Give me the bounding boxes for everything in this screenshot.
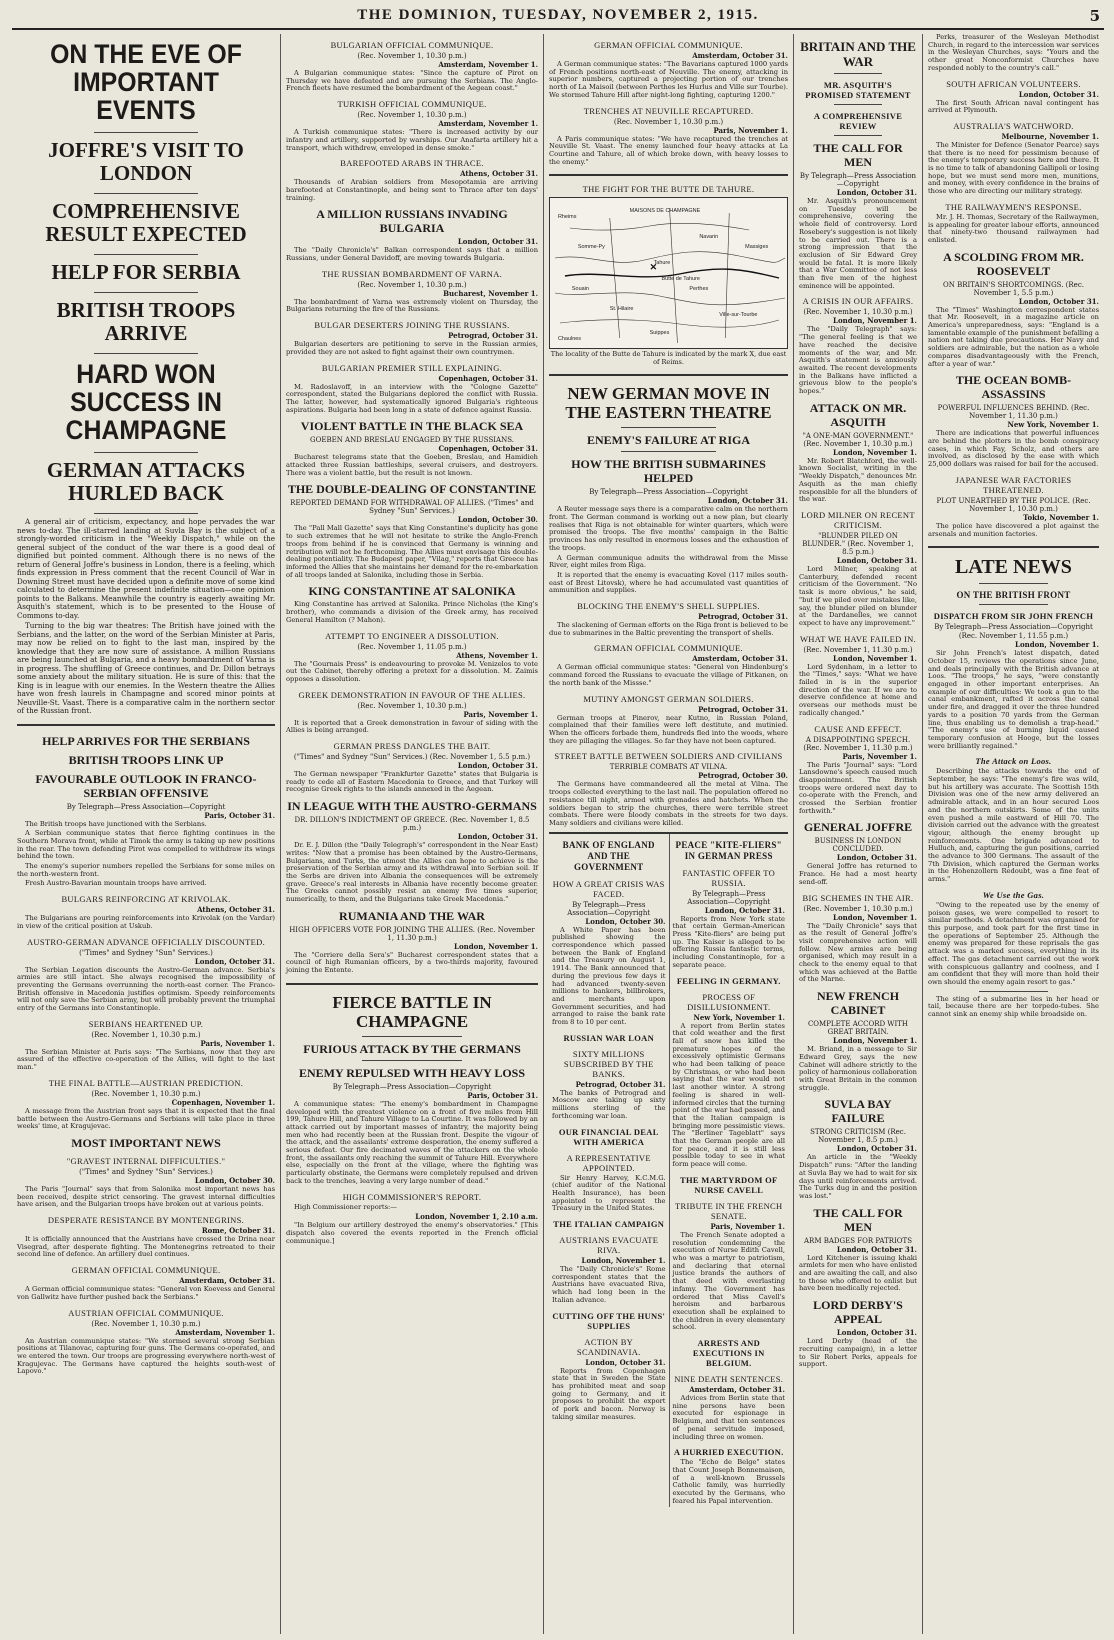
article-paragraph: The sting of a submarine lies in her head or tail, because there are her torpedo-tubes. She cannot sink an enemy ship while broadside on. — [928, 994, 1099, 1019]
section-heading: AUSTRIAN OFFICIAL COMMUNIQUE. — [68, 1307, 224, 1318]
article-paragraph: Turning to the big war theatres: The British have joined with the Serbians, and the latter, on the word of the Serbian Minister at Paris, may now be relied on to fight to the last man, inspired by the knowledge that they are now sure of assistance. A million Russians are being launched at Bulgaria, and a heavy bombardment of Varna is in progress. The shuffling of Greece continues, and Dr. Dillon betrays some anxiety about the military situation. He is sure of this: that the King is in league with our enemies. In the Western theatre the Allies have won fresh laurels in Champagne and scored minor points at Neuville-St. Vaast. There is a comparative calm in the northern sector of the Russian front. — [17, 621, 275, 715]
dateline: London, November 1. — [454, 941, 538, 951]
article-paragraph: Perks, treasurer of the Wesleyan Methodist Church, in regard to the intercession war services in the Wesleyan Churches, says: "Yours and the other great Nonconformist Churches have responded nobly to the country's call." — [928, 34, 1099, 72]
section-heading: RUSSIAN WAR LOAN — [563, 1032, 655, 1043]
section-heading: GREEK DEMONSTRATION IN FAVOUR OF THE ALLIES. — [298, 689, 526, 700]
dateline: Amsterdam, October 31. — [692, 654, 788, 664]
section-heading: A CRISIS IN OUR AFFAIRS. — [802, 296, 914, 307]
section-heading: IN LEAGUE WITH THE AUSTRO-GERMANS — [287, 799, 537, 814]
section-heading: THE DOUBLE-DEALING OF CONSTANTINE — [287, 482, 537, 497]
subheadline: DISPATCH FROM SIR JOHN FRENCH — [933, 611, 1094, 622]
subheadline: BRITISH TROOPS LINK UP — [68, 752, 224, 767]
article-paragraph: A general air of criticism, expectancy, and hope pervades the war news to-day. The ill-starred landing at Suvla Bay is the subject of a strongly-worded criticism in the "Weekly Dispatch," while on the general subject of the conduct of the war there is a good deal of dignified but pointed comment. Although there is no news of the return of General Joffre's business in London, there is a feeling, which finds expression in Press comment that the recent Council of War in Downing Street must have decided upon a definite move of some kind calculated to determine the present indefinite situation—one opinion points to the Balkans. Meanwhile the country is eagerly awaiting Mr. Asquith's statement, which is to be presented to the House of Commons to-day. — [17, 517, 275, 620]
dateline: London, October 31. — [1018, 89, 1099, 99]
dateline: Athens, October 31. — [197, 905, 275, 915]
source-note: "A ONE-MAN GOVERNMENT." (Rec. November 1, 10.30 p.m.) — [802, 431, 914, 448]
article-paragraph: The Bulgarians are pouring reinforcements into Krivolak (on the Vardar) in view of the critical position at Uskub. — [17, 914, 275, 930]
map-graphic — [550, 198, 787, 348]
dateline: London, November 1. — [1015, 640, 1099, 650]
section-heading: SOUTH AFRICAN VOLUNTEERS. — [946, 78, 1081, 89]
article-paragraph: The British troops have junctioned with the Serbians. — [25, 819, 207, 828]
article-paragraph: It is reported that a Greek demonstration in favour of siding with the Allies is being arranged. — [286, 718, 538, 735]
section-heading: We Use the Gas. — [982, 889, 1045, 900]
dateline: Amsterdam, November 1. — [175, 1327, 275, 1337]
source-note: (Rec. November 1, 11.55 p.m.) — [958, 632, 1069, 641]
article-paragraph: Thousands of Arabian soldiers from Mesopotamia are arriving barefooted at Constantinople, and being sent to Thrace after ten days' training. — [286, 178, 538, 202]
article-paragraph: The enemy's superior numbers repelled the Serbians for some miles on the north-western front. — [17, 862, 275, 878]
section-heading: BULGAR DESERTERS JOINING THE RUSSIANS. — [314, 320, 510, 331]
article-paragraph: Bulgarian deserters are petitioning to serve in the Russian armies, provided they are not asked to fight against their own countrymen. — [286, 340, 538, 356]
map-label: Perthes — [689, 286, 709, 293]
section-heading: CAUSE AND EFFECT. — [814, 723, 902, 734]
subheadline: FURIOUS ATTACK BY THE GERMANS — [303, 1041, 521, 1056]
sub-column-left — [549, 834, 669, 1508]
subheadline: NINE DEATH SENTENCES. — [674, 1374, 784, 1385]
dateline: Athens, November 1. — [456, 650, 538, 660]
source-note: PLOT UNEARTHED BY THE POLICE. (Rec. November 1, 10.30 p.m.) — [936, 496, 1091, 513]
map-label: Chaulnes — [557, 336, 582, 343]
page-number: 5 — [1089, 7, 1100, 25]
dateline: Paris, October 31. — [467, 1090, 538, 1100]
source-note: (Rec. November 1, 10.30 p.m.) — [91, 1089, 201, 1098]
column-1 — [12, 34, 280, 1634]
dateline: Copenhagen, November 1. — [171, 1097, 275, 1107]
headline: JOFFRE'S VISIT TO LONDON — [48, 138, 244, 185]
article-paragraph: The German newspaper "Frankfurter Gazette" states that Bulgaria is ready to cede all of Eastern Macedonia to Greece, and that Turkey will recognise Greek rights to the islands annexed in the Aegean. — [286, 770, 538, 794]
dateline: Paris, November 1. — [463, 709, 538, 719]
article-paragraph: There are indications that powerful influences are behind the plotters in the bomb conspiracy cases, in which Fay, Scholz, and others are involved, as disclosed by the ease with which 25,000 dollars was raised for bail for the accused. — [928, 429, 1099, 469]
section-heading: LORD MILNER ON RECENT CRITICISM. — [801, 509, 915, 530]
article-paragraph: The "Gournais Press" is endeavouring to provoke M. Venizelos to vote out the Cabinet, thereby offering a pretext for a dissolution. M. Zaimis opposes a dissolution. — [286, 659, 538, 683]
dateline: Petrograd, October 31. — [448, 331, 538, 341]
section-heading: BIG SCHEMES IN THE AIR. — [802, 892, 914, 903]
section-heading: BULGARIAN PREMIER STILL EXPLAINING. — [321, 362, 503, 373]
source-note: (Rec. November 1, 10.30 p.m.) — [357, 111, 467, 120]
article-paragraph: "Owing to the repeated use by the enemy of poison gases, we were compelled to resort to similar methods. A detachment was organised for this purpose, and took part for the first time in the operations of September 25. Although the enemy was prepared for these reprisals the gas attack was a marked success, everything in its effect. The gas detachment carried out the work with conspicuous gallantry and coolness, and I am confident that they will more than hold their own should the enemy again resort to gas." — [928, 900, 1099, 986]
dateline: London, November 1. — [833, 653, 917, 663]
dateline: London, October 31. — [194, 956, 275, 966]
sub-column-right — [669, 834, 789, 1508]
article-paragraph: It is officially announced that the Austrians have crossed the Drina near Visegrad, after desperate fighting. The Montenegrins retreated to their second line of defence. An artillery duel continues. — [17, 1235, 275, 1259]
section-heading: SERBIANS HEARTENED UP. — [88, 1018, 204, 1029]
dateline: Bucharest, November 1. — [443, 288, 538, 298]
article-paragraph: It is reported that the enemy is evacuating Kovel (117 miles south-east of Brest Litovsk), where he had accumulated vast quantities of ammunition and supplies. — [549, 570, 788, 595]
section-heading: KING CONSTANTINE AT SALONIKA — [308, 584, 516, 599]
source-note: POWERFUL INFLUENCES BEHIND. (Rec. November 1, 11.30 p.m.) — [937, 404, 1090, 421]
article-paragraph: The Germans have commandeered all the metal at Vilna. The troops collected everything to the last nail. The population offered no resistance till night, armed with grenades and hatchets. When the soldiers began to strip the churches, there were terrible street combats. There were bloody combats in the streets for two days. Many soldiers and civilians were killed. — [549, 780, 788, 827]
map-label: Massiges — [745, 244, 769, 251]
dateline: Amsterdam, October 31. — [692, 51, 788, 60]
source-note: (Rec. November 1, 11.30 p.m.) — [803, 645, 913, 654]
headline: COMPREHENSIVE RESULT EXPECTED — [45, 199, 247, 246]
byline: By Telegraph—Press Association—Copyright — [589, 488, 748, 497]
section-heading: THE MARTYRDOM OF NURSE CAVELL — [679, 1174, 778, 1195]
dateline: Paris, November 1. — [842, 751, 917, 761]
dateline: London, October 31. — [836, 1328, 917, 1338]
article-paragraph: General Joffre has returned to France. He had a most hearty send-off. — [799, 862, 917, 886]
dateline: Amsterdam, October 31. — [689, 1385, 785, 1395]
headline: ON THE EVE OF IMPORTANT EVENTS — [50, 39, 242, 125]
headline: NEW GERMAN MOVE IN THE EASTERN THEATRE — [565, 384, 772, 423]
source-note: ("Times" and Sydney "Sun" Services.) (Rec. November 1, 5.5 p.m.) — [293, 753, 531, 762]
source-note: (Rec. November 1, 10.30 p.m.) — [803, 308, 913, 317]
section-heading: TURKISH OFFICIAL COMMUNIQUE. — [337, 99, 487, 110]
dateline: London, October 31. — [457, 761, 538, 771]
section-heading: LORD DERBY'S APPEAL — [813, 1298, 903, 1327]
battle-map — [549, 197, 788, 349]
article-paragraph: Advices from Berlin state that nine persons have been executed for espionage in Belgium, and that ten sentences of penal servitude imposed, including three on women. — [672, 1394, 785, 1441]
article-paragraph: The "Times" Washington correspondent states that Mr. Roosevelt, in a magazine article on America's unpreparedness, says: "England is a lamentable example of the punishment befalling a nation not taking due precautions. Her Navy and soldiers are admirable, but the nation as a whole compares disadvantageously with the French, after a year of war." — [928, 305, 1099, 368]
map-label: Navarin — [699, 234, 719, 241]
article-paragraph: A Bulgarian communique states: "Since the capture of Pirot on Thursday we have defeated and are pursuing the Serbians. The Anglo-French fleets have resumed the bombardment of the Aegean coast." — [286, 69, 538, 93]
masthead-title: THE DOMINION, TUESDAY, NOVEMBER 2, 1915. — [357, 7, 759, 23]
article-paragraph: A Serbian communique states that fierce fighting continues in the Southern Morava front, while at Timok the army is taking up new positions in the rear. The town defending Pirot was compelled to withdraw its wings behind the town. — [17, 829, 275, 861]
source-note: DR. DILLON'S INDICTMENT OF GREECE. (Rec. November 1, 8.5 p.m.) — [294, 816, 530, 833]
article-paragraph: The Serbian Legation discounts the Austro-German advance. Serbia's armies are still intact. She always recognised the impossibility of preventing the Germans overrunning the north-east corner. The Franco-British offensive in Macedonia justifies optimism. Speedy reinforcements will not only save the Serbian army, but will probably prevent the triumphal entry of the Germans into Constantinople. — [17, 965, 275, 1013]
section-heading: MUTINY AMONGST GERMAN SOLDIERS. — [583, 693, 754, 704]
article-paragraph: A communique states: "The enemy's bombardment in Champagne developed with the greatest violence on a front of five miles from Hill 199, Tahure Hill, and Tahure Village to La Courtine. It was followed by an attack carried out by important masses of infantry, the majority being men who had recently been at the Russian front. Despite the vigour of the attack, and the assailants' extreme desperation, the enemy suffered a serious defeat. Our fire decimated waves of the attackers on the whole front, the assailants only reaching the summit of Tahure Hill. Everywhere else, especially on the front at the village, where the fighting was particularly obstinate, the Germans were completely repulsed and driven back to the trenches, leaving a very large number of dead." — [286, 1099, 538, 1185]
headline: MOST IMPORTANT NEWS — [71, 1135, 221, 1150]
column-3 — [543, 34, 793, 1634]
section-heading: BULGARIAN OFFICIAL COMMUNIQUE. — [330, 40, 494, 50]
section-heading: CUTTING OFF THE HUNS' SUPPLIES — [552, 1310, 666, 1331]
map-label: Suippes — [649, 330, 670, 337]
dateline: London, November 1. — [581, 1256, 666, 1266]
article-paragraph: Sir John French's latest dispatch, dated October 15, reviews the operations since June, and deals principally with the British advance at Loos. "The troops," he says, "were constantly engaged in other important enterprises. An example of our difficulties: We took a gun to the canal embankment, rafted it across the canal under fire, and dragged it over the three hundred yards to a position 70 yards from the German line, thus enabling us to demolish a trap-head." "The enemy's use of burning liquid caused temporary confusion at Hooge, but the losses were brilliantly regained." — [928, 649, 1099, 750]
dateline: London, November 1, 2.10 a.m. — [415, 1212, 538, 1222]
dateline: Amsterdam, November 1. — [438, 60, 538, 69]
article-paragraph: The "Daily Chronicle" says that as the result of General Joffre's visit comprehensive action will follow. New armies are being organised, which may result in a check to the enemy equal to that which was achieved at the Battle of the Marne. — [799, 921, 917, 984]
section-heading: OUR FINANCIAL DEAL WITH AMERICA — [558, 1126, 659, 1147]
dateline: Rome, October 31. — [201, 1226, 275, 1236]
article-paragraph: Bucharest telegrams state that the Goeben, Breslau, and Hamidieh attacked three Russian battleships, several cruisers, and destroyers. There was a violent battle, but the result is not known. — [286, 453, 538, 477]
dateline: London, October 31. — [457, 237, 538, 247]
dateline: Copenhagen, October 31. — [438, 444, 538, 454]
section-heading: THE ITALIAN CAMPAIGN — [553, 1219, 665, 1230]
section-heading: GERMAN PRESS DANGLES THE BAIT. — [333, 741, 491, 752]
headline: PEACE "KITE-FLIERS" IN GERMAN PRESS — [675, 839, 782, 861]
section-heading: AUSTRALIA'S WATCHWORD. — [953, 120, 1074, 131]
source-note: "BLUNDER PILED ON BLUNDER." (Rec. November 1, 8.5 p.m.) — [802, 531, 914, 556]
section-heading: A HURRIED EXECUTION. — [673, 1447, 784, 1458]
article-paragraph: The Paris "Journal" says: "Lord Lansdowne's speech caused much disappointment. The British troops were ordered next day to co-operate with the French, and crossed the Serbian frontier forthwith." — [799, 760, 917, 815]
map-label: Butte de Tahure — [661, 276, 700, 283]
article-paragraph: The Minister for Defence (Senator Pearce) says that there is no need for pessimism because of the enemy's temporary success here and there. It is no time to talk of abandoning Gallipoli or losing hope, but we must send more men, munitions, and money, with every confidence in the brains of those who are directing our military strategy. — [928, 140, 1099, 196]
article-paragraph: A message from the Austrian front says that it is expected that the final battle between the Austro-Germans and Serbians will take place in three weeks' time, at Kragujevac. — [17, 1106, 275, 1131]
article-paragraph: Mr. Robert Blatchford, the well-known Socialist, writing in the "Weekly Dispatch," denounces Mr. Asquith as the man chiefly responsible for all the blunders of the war. — [799, 456, 917, 504]
section-heading: VIOLENT BATTLE IN THE BLACK SEA — [300, 419, 524, 434]
headline: BANK OF ENGLAND AND THE GOVERNMENT — [562, 839, 655, 872]
section-heading: A MILLION RUSSIANS INVADING BULGARIA — [316, 207, 508, 236]
target-marker: ✕ — [649, 263, 658, 274]
dateline: Paris, November 1. — [713, 125, 788, 135]
headline: BRITISH TROOPS ARRIVE — [56, 298, 236, 345]
dateline: London, November 1. — [833, 316, 917, 326]
byline: By Telegraph—Press Association—Copyright — [332, 1082, 492, 1091]
source-note: ("Times" and Sydney "Sun" Services.) — [79, 948, 213, 957]
source-note: ON BRITAIN'S SHORTCOMINGS. (Rec. November 1, 5.5 p.m.) — [943, 280, 1084, 297]
column-2 — [280, 34, 543, 1634]
article-paragraph: The "Corriere della Sera's" Bucharest correspondent states that a council of high Rumanian officers, by a two-thirds majority, favoured joining the Entente. — [286, 950, 538, 975]
source-note: (Rec. November 1, 10.30 p.m.) — [91, 1030, 201, 1039]
map-label: Ville-sur-Tourbe — [719, 312, 758, 319]
source-note: (Rec. November 1, 10.30 p.m.) — [357, 280, 467, 289]
section-heading: RUMANIA AND THE WAR — [339, 908, 485, 923]
dateline: London, October 31. — [585, 1357, 666, 1367]
source-note: REPORTED DEMAND FOR WITHDRAWAL OF ALLIES. ("Times" and Sydney "Sun" Services.) — [290, 499, 534, 516]
dateline: London, October 31. — [836, 1144, 917, 1154]
subheadline: FANTASTIC OFFER TO RUSSIA. — [682, 867, 776, 888]
subheadline: MR. ASQUITH'S PROMISED STATEMENT — [805, 80, 911, 100]
article-paragraph: An Austrian communique states: "We stormed several strong Serbian positions at Tilanovac, capturing four guns. The Germans co-operated, and we entered the town. Our troops are progressing everywhere north-west of Kragujevac. The Germans have captured the heights south-west of Lapovo." — [17, 1336, 275, 1376]
source-note: A DISAPPOINTING SPEECH. (Rec. November 1, 11.30 p.m.) — [803, 735, 913, 752]
source-note: STRONG CRITICISM (Rec. November 1, 8.5 p.m.) — [810, 1128, 906, 1145]
source-note: TERRIBLE COMBATS AT VILNA. — [609, 763, 728, 772]
article-paragraph: Lord Sydenham, in a letter to the "Times," says: "What we have failed in is in the superior direction of the war. If we are to deserve confidence at home and overseas our methods must be radically changed." — [799, 662, 917, 717]
subheadline: ON THE BRITISH FRONT — [956, 590, 1071, 601]
article-paragraph: The Serbian Minister at Paris says: "The Serbians, now that they are assured of the effective co-operation of the Allies, will fight to the last man." — [17, 1047, 275, 1072]
dateline: London, November 1. — [833, 912, 917, 922]
article-paragraph: The Paris "Journal" says that from Salonika most important news has been received, despite strict censoring. The gravest internal difficulties have arisen, and the Bulgarian troops have broken out at various points. — [17, 1184, 275, 1209]
section-heading: HIGH COMMISSIONER'S REPORT. — [342, 1191, 482, 1202]
dateline: Amsterdam, November 1. — [438, 119, 538, 129]
dateline: London, November 1. — [833, 1036, 917, 1046]
source-note: HIGH OFFICERS VOTE FOR JOINING THE ALLIES. (Rec. November 1, 11.30 p.m.) — [289, 925, 535, 942]
column-5 — [922, 34, 1104, 1634]
dateline: Petrograd, October 30. — [698, 771, 788, 781]
byline: By Telegraph—Press Association—Copyright — [567, 900, 651, 917]
subheadline: THE CALL FOR MEN — [813, 141, 903, 169]
article-paragraph: The banks of Petrograd and Moscow are taking up sixty millions sterling of the forthcoming war loan. — [552, 1088, 666, 1120]
section-heading: WHAT WE HAVE FAILED IN. — [799, 633, 917, 644]
dateline: London, October 31. — [1018, 296, 1099, 306]
headline: FIERCE BATTLE IN CHAMPAGNE — [332, 992, 492, 1031]
article-paragraph: A White Paper has been published showing the correspondence which passed between the Bank of England and the Treasury on August 1, 1914. The Bank announced that during the previous few days it had advanced twenty-seven millions to bankers, billbrokers, and merchants upon Government securities, and had arranged to raise the bank rate from 8 to 10 per cent. — [552, 925, 666, 1027]
section-heading: GENERAL JOFFRE — [803, 820, 913, 835]
subheadline: A REPRESENTATIVE APPOINTED. — [566, 1152, 651, 1173]
subheadline: ACTION BY SCANDINAVIA. — [576, 1336, 641, 1357]
map-label: Souain — [571, 286, 589, 293]
dateline: London, October 31. — [707, 496, 788, 506]
dateline: Copenhagen, October 31. — [438, 373, 538, 383]
headline: HELP FOR SERBIA — [51, 260, 241, 284]
dateline: Paris, November 1. — [200, 1038, 275, 1048]
source-note: (Rec. November 1, 11.05 p.m.) — [357, 642, 467, 651]
section-heading: THE RUSSIAN BOMBARDMENT OF VARNA. — [321, 268, 503, 279]
article-paragraph: The "Echo de Belge" states that Count Joseph Bonnemaison, of a well-known Brussels Catholic family, was hurriedly executed by the Germans, who feared his Papal intervention. — [672, 1458, 785, 1505]
article-paragraph: Reports from Copenhagen state that in Sweden the State has prohibited meat and soap going to Germany, and it proposes to prohibit the export of pork and bacon. Norway is taking similar measures. — [552, 1366, 666, 1421]
byline: By Telegraph—Press Association—Copyright — [799, 172, 917, 188]
article-paragraph: Mr. J. H. Thomas, Secretary of the Railwaymen, is appealing for greater labour efforts, announced that ninety-two thousand railwaymen had enlisted. — [928, 212, 1099, 244]
dateline: Tokio, November 1. — [1023, 512, 1099, 522]
article-paragraph: The French Senate adopted a resolution condemning the execution of Nurse Edith Cavell, who was a martyr to patriotism, and declaring that eternal justice brands the authors of that deed with everlasting infamy. The Government has ordered that Miss Cavell's heroism and barbarous execution shall be explained to the children in every elementary school. — [672, 1230, 785, 1332]
section-heading: GERMAN OFFICIAL COMMUNIQUE. — [594, 40, 743, 50]
article-paragraph: Dr. E. J. Dillon (the "Daily Telegraph's" correspondent in the Near East) writes: "Now that a promise has been obtained by the Austro-Germans, Bulgarians, and Turks, the utmost the Allies can hope to achieve is the preservation of the Serbian army and its withdrawal into Serbian soil. If the Serbs are driven into Albania the consequences will be extremely grave. Greece's real interests in Albania have recently become greater. The Greeks cannot possibly resist an enemy five times superior, numerically, to them, and the Bulgarians take Greek Macedonia." — [286, 841, 538, 904]
section-heading: "GRAVEST INTERNAL DIFFICULTIES." — [66, 1155, 226, 1166]
map-label: MAISONS DE CHAMPAGNE — [629, 208, 701, 215]
article-paragraph: A German official communique states: "General von Koevess and General von Gallwitz have further pushed back the Serbians." — [17, 1285, 275, 1301]
section-heading: A SCOLDING FROM MR. ROOSEVELT — [943, 249, 1084, 278]
subheadline: ENEMY'S FAILURE AT RIGA — [586, 433, 751, 448]
article-paragraph: An article in the "Weekly Dispatch" runs: "After the landing at Suvla Bay we had to wait for six days until reinforcements arrived. The Turks dug in and the position was lost." — [799, 1153, 917, 1200]
article-paragraph: Lord Milner, speaking at Canterbury, defended recent criticism of the Government. "No task is more obvious," he said, "but if we piled over mistakes like, say, the blunder piled on blunder at the Dardanelles, we cannot expect to have any improvement." — [799, 564, 917, 627]
section-heading: The Attack on Loos. — [975, 756, 1052, 767]
byline: By Telegraph—Press Association—Copyright — [934, 623, 1093, 632]
section-heading: BLOCKING THE ENEMY'S SHELL SUPPLIES. — [577, 601, 760, 612]
map-label: Rheims — [557, 214, 577, 221]
article-paragraph: The police have discovered a plot against the arsenals and munition factories. — [928, 521, 1099, 538]
subheadline: HOW A GREAT CRISIS WAS FACED. — [552, 878, 665, 899]
source-note: (Rec. November 1, 10.30 p.m.) — [803, 904, 913, 913]
article-paragraph: The slackening of German efforts on the Riga front is believed to be due to submarines in the Baltic preventing the transport of shells. — [549, 621, 788, 637]
dateline: Petrograd, October 31. — [698, 612, 788, 622]
dateline: Petrograd, October 31. — [575, 1079, 666, 1089]
subheadline: PROCESS OF DISILLUSIONMENT. — [687, 991, 771, 1012]
article-paragraph: German troops at Pinerov, near Kutno, in Russian Poland, complained that their families were left destitute, and mutinied. When the officers forbade them, hundreds fled into the woods, where they are pillaging the villages. So far they have not been captured. — [549, 713, 788, 745]
article-paragraph: The "Daily Telegraph" says: "The general feeling is that we have reached the decisive moments of the war, and Mr. Asquith's statement is anxiously awaited. The recent developments in the Balkans have inflicted a grievous blow to the people's hopes." — [799, 325, 917, 396]
dateline: London, October 31. — [836, 188, 917, 197]
source-note: GOEBEN AND BRESLAU ENGAGED BY THE RUSSIANS. — [310, 436, 514, 445]
headline: HARD WON SUCCESS IN CHAMPAGNE — [65, 359, 227, 445]
dateline: London, October 31. — [836, 1244, 917, 1254]
section-heading: DESPERATE RESISTANCE BY MONTENEGRINS. — [47, 1215, 245, 1226]
masthead — [12, 6, 1104, 30]
source-note: (Rec. November 1, 10.30 p.m.) — [357, 701, 467, 710]
byline: By Telegraph—Press Association—Copyright — [687, 889, 771, 906]
section-heading: AUSTRO-GERMAN ADVANCE OFFICIALLY DISCOUNTED. — [26, 936, 266, 947]
map-label: St. Hilaire — [609, 306, 634, 313]
subheadline: SIXTY MILLIONS SUBSCRIBED BY THE BANKS. — [563, 1048, 654, 1079]
article-paragraph: Lord Derby (head of the recruiting campaign), in a letter to Sir Robert Perks, appeals for support. — [799, 1337, 917, 1369]
section-heading: THE FINAL BATTLE—AUSTRIAN PREDICTION. — [48, 1077, 244, 1088]
section-heading: SUVLA BAY FAILURE — [824, 1097, 892, 1126]
subheadline: FAVOURABLE OUTLOOK IN FRANCO-SERBIAN OFFENSIVE — [35, 771, 257, 800]
section-heading: TRENCHES AT NEUVILLE RECAPTURED. — [583, 105, 754, 116]
dateline: London, October 31. — [836, 555, 917, 565]
article-paragraph: Describing the attacks towards the end of September, he says: "The enemy's fire was wild, but his artillery was accurate. The Scottish 15th Division was one of the new army delivered an admirable attack, and in an hour secured Loos and the northern outskirts. Some of the units even pushed a mile eastward of Hill 70. The division carried out the advance with the greatest vigour, although the enemy brought up reinforcements. One brigade advanced to Hulluch, and, capturing the gun positions, carried the advance to 300 Germans. The assault of the 7th Division, which captured the German works in the Hohenzollern Redoubt, was a fine feat of arms." — [928, 767, 1099, 884]
section-heading: FEELING IN GERMANY. — [676, 975, 781, 986]
source-note: (Rec. November 1, 10.30 p.m.) — [357, 52, 467, 60]
map-label: Tahure — [653, 260, 671, 267]
source-note: ("Times" and Sydney "Sun" Services.) — [79, 1167, 213, 1176]
section-heading: THE OCEAN BOMB-ASSASSINS — [955, 373, 1072, 402]
section-heading: THE CALL FOR MEN — [813, 1205, 903, 1234]
subheadline: TRIBUTE IN THE FRENCH SENATE. — [675, 1200, 783, 1221]
article-paragraph: Lord Kitchener is issuing khaki armlets for men who have enlisted and are awaiting the call, and also to those who offered to enlist but have been medically rejected. — [799, 1253, 917, 1293]
article-paragraph: "In Belgium our artillery destroyed the enemy's observatories." [This dispatch also covered the events reported in the French official communique.] — [286, 1221, 538, 1245]
article-paragraph: A German communique admits the withdrawal from the Misse River, eight miles from Riga. — [549, 553, 788, 570]
article-paragraph: A Paris communique states: "We have recaptured the trenches at Neuville St. Vaast. The enemy launched four heavy attacks at La Courtine and Tahure, all of which broke down, with heavy losses to the enemy." — [549, 134, 788, 166]
article-paragraph: The "Daily Chronicle's" Balkan correspondent says that a million Russians, under General Davidoff, are moving towards Bulgaria. — [286, 246, 538, 263]
article-paragraph: King Constantine has arrived at Salonika. Prince Nicholas (the King's brother), who commands a division of the Greek army, has received General Hamilton (? Mahon). — [286, 600, 538, 624]
article-paragraph: A Turkish communique states: "There is increased activity by our infantry and artillery, supported by warships. Our Anafarta artillery hit a transport, which withdrew, enveloped in dense smoke." — [286, 128, 538, 152]
source-note: COMPLETE ACCORD WITH GREAT BRITAIN. — [807, 1020, 909, 1037]
article-paragraph: M. Briand, in a message to Sir Edward Grey, says the new Cabinet will adhere strictly to the policy of harmonious collaboration with Great Britain in the common struggle. — [799, 1045, 917, 1092]
section-heading: ATTEMPT TO ENGINEER A DISSOLUTION. — [325, 630, 499, 641]
section-heading: ARRESTS AND EXECUTIONS IN BELGIUM. — [692, 1338, 765, 1369]
source-note: (Rec. November 1, 10.30 p.m.) — [613, 117, 724, 126]
subheadline: A COMPREHENSIVE REVIEW — [813, 111, 903, 131]
source-note: (Rec. November 1, 10.30 p.m.) — [91, 1319, 201, 1328]
sub-columns — [549, 832, 788, 1508]
section-heading: JAPANESE WAR FACTORIES THREATENED. — [955, 474, 1072, 495]
article-paragraph: The first South African naval contingent has arrived at Plymouth. — [928, 98, 1099, 115]
dateline: London, October 30. — [457, 515, 538, 525]
dateline: Melbourne, November 1. — [1001, 131, 1099, 141]
section-heading: THE FIGHT FOR THE BUTTE DE TAHURE. — [582, 184, 755, 195]
article-paragraph: High Commissioner reports:— — [294, 1202, 397, 1211]
subheadline: AUSTRIANS EVACUATE RIVA. — [559, 1235, 659, 1256]
article-paragraph: The "Daily Chronicle's" Rome correspondent states that the Austrians have evacuated Riva, which had long been in the Italian advance. — [552, 1265, 666, 1304]
dateline: London, October 31. — [836, 853, 917, 863]
source-note: BUSINESS IN LONDON CONCLUDED. — [814, 837, 902, 854]
dateline: Petrograd, October 31. — [698, 704, 788, 714]
dateline: Paris, November 1. — [710, 1221, 785, 1231]
section-heading: THE RAILWAYMEN'S RESPONSE. — [945, 201, 1082, 212]
subheadline: HOW THE BRITISH SUBMARINES HELPED — [571, 457, 766, 486]
article-paragraph: M. Radoslavoff, in an interview with the "Cologne Gazette" correspondent, stated the Bulgarians deplored the conflict with Russia. The latter, however, had systematically ignored Bulgaria's righteous aspirations. Bulgaria had been long in a state of defence against Russia. — [286, 382, 538, 414]
article-paragraph: The bombardment of Varna was extremely violent on Thursday, the Bulgarians returning the fire of the Russians. — [286, 297, 538, 314]
byline: By Telegraph—Press Association—Copyright — [66, 802, 226, 811]
dateline: London, October 30. — [194, 1175, 275, 1185]
section-heading: NEW FRENCH CABINET — [816, 989, 900, 1018]
section-heading: BAREFOOTED ARABS IN THRACE. — [340, 158, 484, 169]
article-paragraph: A report from Berlin states that cold weather and the first fall of snow has killed the premature hopes of the excessively optimistic Germans who had been talking of peace by Christmas, or who had been saying that the war would not last another winter. A strong feeling is shared in well-informed circles that the turning point of the war had passed, and that the Italian campaign is bringing more pessimistic views. The "Berliner Tageblatt" says that the German people are all for peace, and it is still less possible today to see in what form peace will come. — [672, 1021, 785, 1169]
article-paragraph: Reports from New York state that certain German-American Press "Kite-fliers" are being put up. The Kaiser is alleged to be offering Russia fantastic terms, including Constantinople, for a separate peace. — [672, 914, 785, 969]
dateline: Paris, October 31. — [204, 810, 275, 820]
section-heading: ATTACK ON MR. ASQUITH — [809, 400, 907, 429]
map-label: Somme-Py — [577, 244, 605, 251]
dateline: New York, November 1. — [1007, 420, 1099, 430]
dateline: London, November 1. — [833, 447, 917, 457]
section-heading: GERMAN OFFICIAL COMMUNIQUE. — [71, 1265, 221, 1276]
dateline: London, October 31. — [457, 832, 538, 842]
article-paragraph: Sir Henry Harvey, K.C.M.G. (chief auditor of the National Health Insurance), has been appointed to represent the Treasury in the United States. — [552, 1173, 666, 1213]
article-paragraph: A German communique states: "The Bavarians captured 1000 yards of French positions north-east of Neuville. The enemy, attacking in superior numbers, captured a projecting portion of our trenches north of La Maisoil (between Perthes les Hurlus and Ville sur Tourbe). We stormed Tahure Hill after night-long fighting, capturing 1200." — [549, 60, 788, 99]
article-paragraph: The "Pall Mall Gazette" says that King Constantine's duplicity has gone to such extremes that he will not hesitate to strike the Anglo-French troops from behind if he is convinced that Germany is winning and retribution will not be forthcoming. The Allies must envisage this double-dealing potentiality. The Budapest paper, "Vilag," reports that Greece has informed the Allies that she maintains her demand for the re-embarkation of all troops landed at Salonika, including those in Serbia. — [286, 524, 538, 579]
article-paragraph: Fresh Austro-Bavarian mountain troops have arrived. — [25, 879, 207, 888]
article-paragraph: Mr. Asquith's pronouncement on Tuesday will be comprehensive, covering the whole field of controversy. Lord Rosebery's suggestion is not likely to be carried out. There is a strong impression that the exclusion of Sir Edward Grey would be fatal. It is more likely that a War Committee of not less than five men of the highest eminence will be appointed. — [799, 197, 917, 290]
map-caption: The locality of the Butte de Tahure is indicated by the mark X, due east of Reims. — [550, 350, 787, 366]
subheadline: ENEMY REPULSED WITH HEAVY LOSS — [298, 1065, 526, 1080]
dateline: London, October 30. — [585, 916, 666, 926]
section-heading: STREET BATTLE BETWEEN SOLDIERS AND CIVILIANS — [554, 751, 783, 762]
section-heading: GERMAN OFFICIAL COMMUNIQUE. — [594, 643, 743, 654]
headline: BRITAIN AND THE WAR — [800, 39, 916, 69]
dateline: Amsterdam, October 31. — [179, 1276, 275, 1286]
headline: HELP ARRIVES FOR THE SERBIANS — [42, 733, 250, 748]
headline: GERMAN ATTACKS HURLED BACK — [46, 458, 246, 505]
dateline: Athens, October 31. — [460, 169, 538, 179]
dateline: New York, November 1. — [693, 1012, 785, 1022]
dateline: London, October 31. — [704, 905, 785, 915]
column-4 — [793, 34, 922, 1634]
headline: LATE NEWS — [955, 556, 1072, 579]
section-heading: BULGARS REINFORCING AT KRIVOLAK. — [61, 894, 231, 905]
article-paragraph: A German official communique states: "General von Hindenburg's command forced the Russians to evacuate the village of Pitkanen, on the north bank of the Missse." — [549, 663, 788, 687]
source-note: ARM BADGES FOR PATRIOTS — [804, 1236, 912, 1245]
article-paragraph: A Reuter message says there is a comparative calm on the northern front. The German command is working out a new plan, but clearly realises that Riga is not obtainable for winter quarters, which were promised the troops. The five months' campaign in the Baltic provinces has only resulted in enormous losses and the exhaustion of the troops. — [549, 505, 788, 552]
